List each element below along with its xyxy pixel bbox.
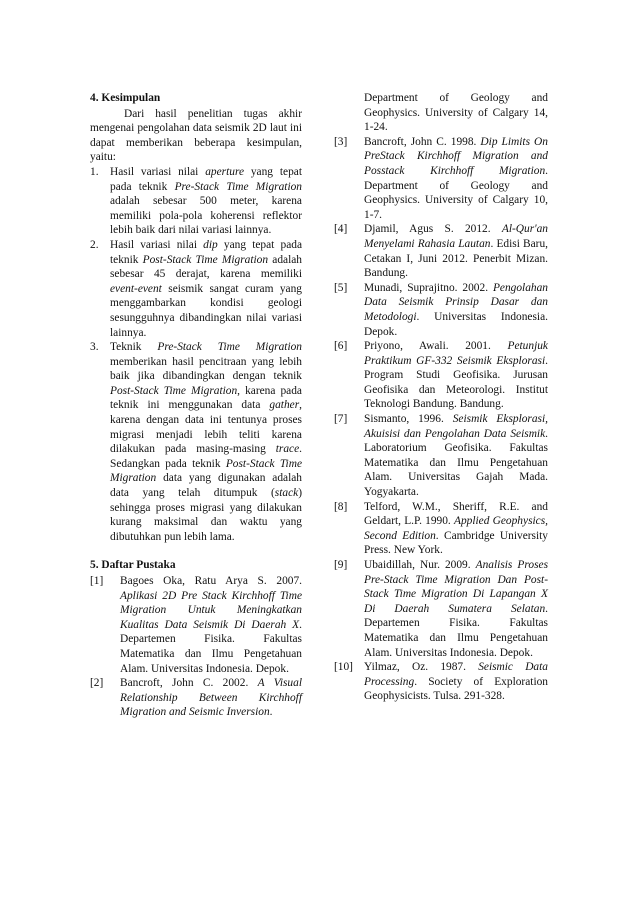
text-run: . Sedangkan pada teknik [110,443,302,470]
right-column [334,91,548,704]
reference-item [334,222,548,280]
reference-number: [2] [90,677,104,690]
reference-continuation: Department of Geology and Geophysics. University of Calgary 14, 1-24. [364,92,548,134]
text-run: . [269,706,273,719]
text-run: Al-Qur'an Menyelami Rahasia Lautan [364,223,548,250]
text-run: . Departemen Fisika. Fakultas Matematika dan Ilmu Pengetahuan Alam. Universitas Indonesia. Depok. [120,618,302,675]
text-run: memberikan hasil pencitraan yang lebih baik jika dibandingkan dengan teknik [110,355,302,383]
conclusion-item [90,340,302,544]
reference-number: [8] [334,500,348,513]
text-run: Munadi, Suprajitno. 2002. [364,281,493,294]
reference-number: [9] [334,559,348,571]
text-run: Analisis Proses Pre-Stack Time Migration Dan Post-Stack Time Migration Di Lapangan X Di Daerah Sumatera Selatan [364,559,548,615]
text-run: data yang digunakan adalah data yang telah ditumpuk ( [110,472,302,500]
text-run: Post-Stack Time Migration [142,253,269,266]
conclusion-heading: 4. Kesimpulan [90,92,161,104]
conclusion-list [90,165,302,544]
references-heading: 5. Daftar Pustaka [90,559,176,572]
text-run: Post-Stack Time Migration [110,384,238,397]
reference-number: [5] [334,281,348,294]
text-run: . Laboratorium Geofisika. Fakultas Matematika dan Ilmu Pengetahuan Alam. Universitas Gajah Mada. Yogyakarta. [364,427,548,499]
text-run: , karena pada teknik ini menggunakan data [110,384,302,412]
text-run: . Edisi Baru, Cetakan I, Juni 2012. Penerbit Mizan. Bandung. [364,237,548,280]
text-run: dip [203,238,218,251]
references-list-left [90,574,302,720]
text-run: adalah sebesar 500 meter, karena memiliki pola-pola koherensi reflektor lebih baik dari nilai variasi lainnya. [110,195,302,237]
text-run: . Department of Geology and Geophysics. University of Calgary 10, 1-7. [364,164,548,221]
text-run: . Cambridge University Press. New York. [364,529,549,557]
text-run: Pengolahan Data Seismik Prinsip Dasar dan Metodologi [364,281,548,323]
reference-item [334,500,548,558]
text-run: Telford, W.M., Sheriff, R.E. and Geldart, L.P. 1990. [364,500,548,528]
text-run: Teknik [110,341,158,354]
reference-number: [1] [90,575,104,587]
reference-number: [6] [334,340,348,353]
reference-item [90,676,302,720]
text-run: . Program Studi Geofisika. Jurusan Geofisika dan Meteorologi. Institut Teknologi Bandung. Bandung. [364,354,548,411]
text-run: Bancroft, John C. 1998. [364,135,481,148]
text-run: Yilmaz, Oz. 1987. [364,661,479,674]
text-run: Ubaidillah, Nur. 2009. [364,559,476,571]
text-run: . Society of Exploration Geophysicists. Tulsa. 291-328. [364,675,548,703]
text-run: Applied Geophysics, Second Edition [364,515,548,542]
conclusion-item [90,238,302,340]
text-run: Aplikasi 2D Pre Stack Kirchhoff Time Migration Untuk Meningkatkan Kualitas Data Seismik Di Daerah X [120,589,302,631]
item-number: 2. [90,238,99,251]
text-run: Sismanto, 1996. [364,413,453,426]
text-run: Priyono, Awali. 2001. [364,340,508,353]
text-run: Hasil variasi nilai [110,238,204,251]
text-run: trace [275,443,300,456]
reference-number: [10] [334,661,353,674]
text-run: event-event [110,282,162,295]
item-number: 1. [90,165,99,178]
text-run: . Departemen Fisika. Fakultas Matematika dan Ilmu Pengetahuan Alam. Universitas Indonesia. Depok. [364,602,548,659]
text-run: ) sehingga proses migrasi yang dilakukan kurang maksimal dan waktu yang dibutuhkan pun lebih lama. [110,487,302,543]
reference-item [334,281,548,339]
references-list-right [334,135,548,704]
text-run: . Universitas Indonesia. Depok. [364,310,548,338]
text-run: Petunjuk Praktikum GF-332 Seismik Eksplorasi [364,340,548,367]
text-run: Hasil variasi nilai [110,165,206,178]
text-run: yang tepat pada teknik [110,165,302,193]
item-number: 3. [90,341,99,354]
text-run: , karena dengan data ini tentunya proses migrasi menjadi lebih teliti karena dilakukan pada masing-masing [110,399,302,456]
text-run: Pre-Stack Time Migration [157,341,302,354]
text-run: A Visual Relationship Between Kirchhoff Migration and Seismic Inversion [120,677,302,719]
text-run: Dip Limits On PreStack Kirchhoff Migration and Posstack Kirchhoff Migration [364,135,548,177]
reference-number: [3] [334,135,348,148]
text-run: Pre-Stack Time Migration [174,180,303,193]
reference-item [90,574,302,676]
text-run: gather [269,399,300,412]
reference-item [334,660,548,704]
reference-item [334,339,548,412]
text-run: aperture [205,165,245,178]
reference-item [334,558,548,660]
text-run: Seismik Eksplorasi, Akuisisi dan Pengolahan Data Seismik [364,413,549,440]
text-run: adalah sebesar 45 derajat, karena memiliki [110,253,302,281]
text-run: Seismic Data Processing [364,661,548,688]
conclusion-intro: Dari hasil penelitian tugas akhir mengenai pengolahan data seismik 2D laut ini dapat memberikan beberapa kesimpulan, yaitu: [90,107,302,164]
text-run: stack [274,487,299,500]
text-run: Bagoes Oka, Ratu Arya S. 2007. [120,575,302,587]
reference-item [334,135,548,223]
text-run: Bancroft, John C. 2002. [120,677,258,690]
left-column [90,91,302,720]
text-run: yang tepat pada teknik [110,238,302,266]
text-run: Djamil, Agus S. 2012. [364,223,502,236]
text-run: seismik sangat curam yang menggambarkan kondisi geologi sesungguhnya dibandingkan nilai variasi lainnya. [110,282,302,339]
reference-item [334,412,548,500]
reference-number: [7] [334,413,348,426]
conclusion-item [90,165,302,238]
text-run: Post-Stack Time Migration [110,457,302,485]
reference-number: [4] [334,223,348,236]
